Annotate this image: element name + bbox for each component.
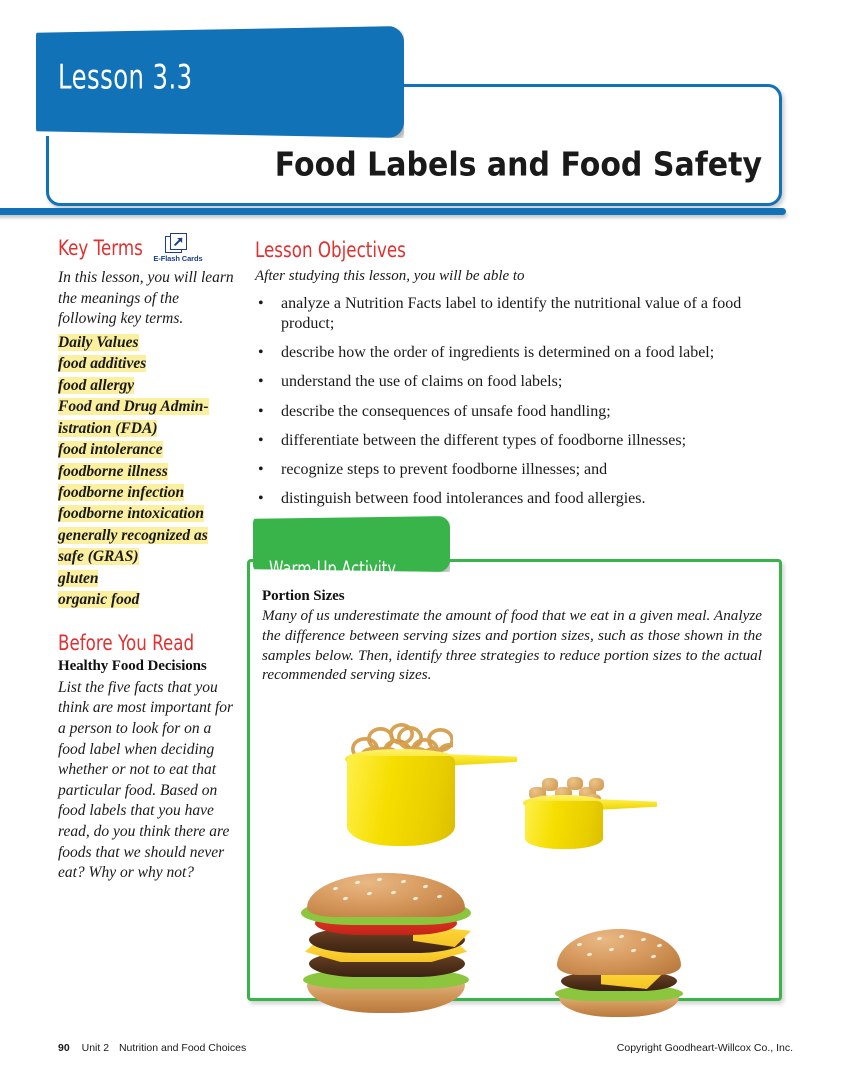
large-double-cheeseburger-photo <box>295 873 480 1015</box>
e-flash-cards-icon <box>165 233 189 255</box>
bullet-icon: • <box>258 490 264 508</box>
key-term-item: Food and Drug Admin- <box>58 398 209 416</box>
small-cheeseburger-photo <box>549 929 689 1015</box>
bullet-icon: • <box>258 431 264 449</box>
key-term-item: foodborne intoxication <box>58 505 204 523</box>
page-title: Food Labels and Food Safety <box>274 146 762 185</box>
before-you-read-heading: Before You Read <box>58 630 195 656</box>
warm-up-activity-section <box>247 545 782 1001</box>
lesson-number-label: Lesson 3.3 <box>58 57 193 97</box>
large-cup-bowl <box>347 756 455 846</box>
lesson-objectives-heading: Lesson Objectives <box>255 237 406 263</box>
objective-text: analyze a Nutrition Facts label to identify the nutritional value of a food product; <box>281 295 742 333</box>
objective-text: describe how the order of ingredients is determined on a food label; <box>281 344 715 362</box>
objective-item <box>255 489 785 509</box>
bullet-icon: • <box>258 295 264 312</box>
lesson-objectives-column <box>255 237 785 518</box>
key-term-item-continuation: istration (FDA) <box>58 419 158 437</box>
key-term-item: organic food <box>58 591 140 609</box>
unit-label: Unit 2 <box>81 1042 110 1054</box>
bullet-icon: • <box>258 460 264 478</box>
small-measuring-cup-photo <box>513 775 653 853</box>
key-term-item: generally recognized as <box>58 526 208 544</box>
warm-up-activity-body: Many of us underestimate the amount of food that we eat in a given meal. Analyze the difference between serving sizes and portion sizes, such as those shown in the samples below. Then, identify three strategies to reduce portion sizes to the actual recommended serving sizes. <box>262 607 762 684</box>
header-divider-rule <box>0 208 786 215</box>
large-burger-top-bun <box>307 873 465 917</box>
lesson-header <box>0 0 849 225</box>
objective-item <box>255 294 785 334</box>
e-flash-cards-label: E-Flash Cards <box>153 254 203 263</box>
footer-left-group <box>58 1042 246 1054</box>
page-number: 90 <box>58 1042 70 1054</box>
before-you-read-subheading: Healthy Food Decisions <box>58 657 207 674</box>
key-term-item: Daily Values <box>58 333 139 351</box>
warm-up-activity-tab-label: Warm-Up Activity <box>269 558 397 581</box>
portion-size-photos <box>277 723 777 1015</box>
bullet-icon: • <box>258 373 264 391</box>
key-term-item: food intolerance <box>58 441 163 459</box>
left-sidebar-column <box>58 235 234 884</box>
objective-item <box>255 460 785 480</box>
objective-item <box>255 343 785 363</box>
copyright-notice: Copyright Goodheart-Willcox Co., Inc. <box>616 1042 793 1054</box>
key-term-item: food additives <box>58 355 147 373</box>
e-flash-cards-link[interactable] <box>147 233 209 267</box>
objective-item <box>255 372 785 392</box>
objective-text: understand the use of claims on food labels; <box>281 373 563 391</box>
unit-title: Nutrition and Food Choices <box>118 1042 247 1054</box>
objective-item <box>255 402 785 422</box>
key-terms-heading: Key Terms <box>58 235 143 261</box>
bullet-icon: • <box>258 344 264 362</box>
key-term-item-continuation: safe (GRAS) <box>58 548 139 566</box>
key-terms-header-row <box>58 235 234 264</box>
arrow-up-right-icon <box>171 234 186 249</box>
bullet-icon: • <box>258 402 264 420</box>
warm-up-activity-content <box>262 588 762 685</box>
key-term-item: gluten <box>58 569 99 587</box>
key-term-item: foodborne infection <box>58 484 185 501</box>
before-you-read-body: List the five facts that you think are most important for a person to look for on a food label when deciding whether or not to eat that particular food. Based on food labels that you have read, do you think there are foods that we should never eat? Why or why not? <box>58 678 234 882</box>
warm-up-activity-title: Portion Sizes <box>262 588 345 604</box>
key-terms-list <box>58 333 234 611</box>
objective-item <box>255 431 785 451</box>
objective-text: distinguish between food intolerances and food allergies. <box>281 490 646 508</box>
lesson-objectives-intro: After studying this lesson, you will be able to <box>255 268 525 284</box>
objective-text: describe the consequences of unsafe food handling; <box>281 402 611 420</box>
lesson-objectives-list <box>255 294 785 509</box>
large-measuring-cup-photo <box>329 723 495 851</box>
key-term-item: food allergy <box>58 376 135 394</box>
key-terms-intro: In this lesson, you will learn the meanings of the following key terms. <box>58 269 234 328</box>
small-cup-bowl <box>525 801 603 849</box>
page-footer <box>58 1042 793 1054</box>
objective-text: differentiate between the different types of foodborne illnesses; <box>281 431 687 449</box>
objective-text: recognize steps to prevent foodborne illnesses; and <box>281 460 608 478</box>
small-burger-top-bun <box>557 929 681 975</box>
key-term-item: foodborne illness <box>58 462 168 480</box>
